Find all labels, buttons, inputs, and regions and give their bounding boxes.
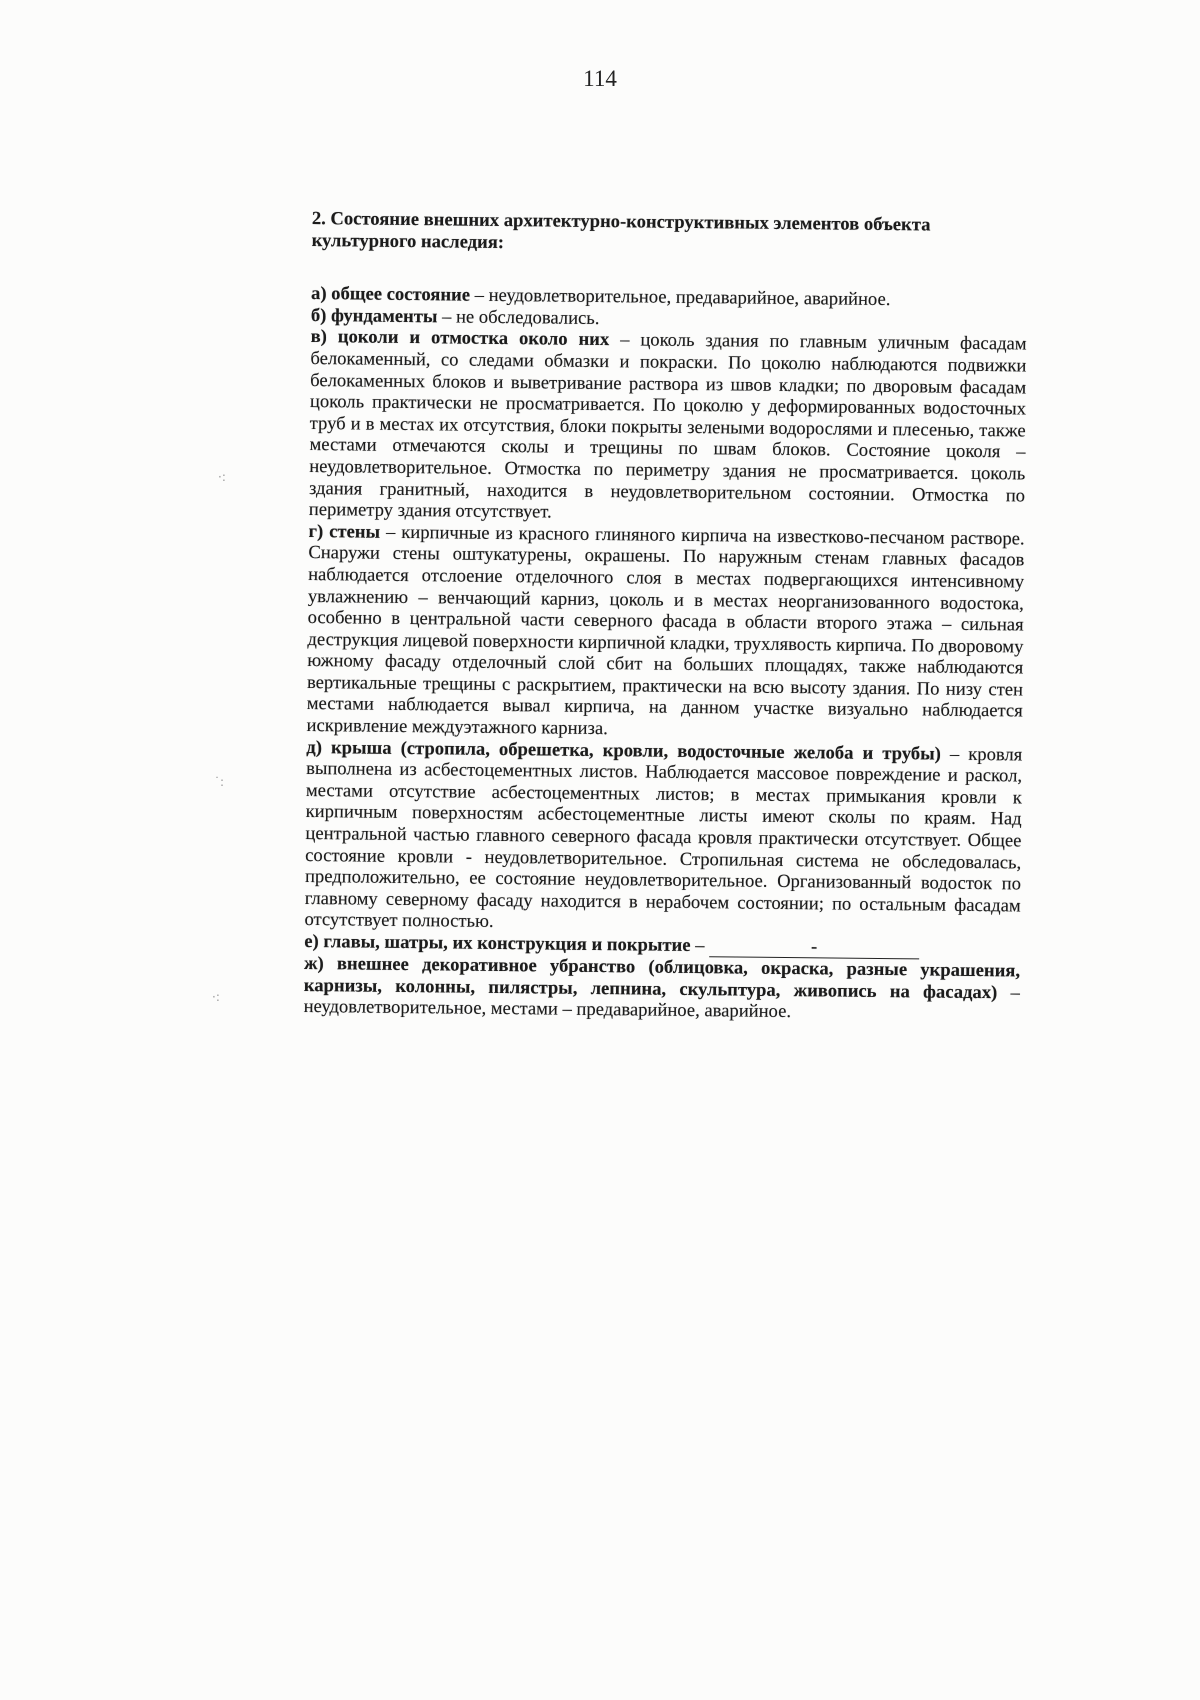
item-text: – цоколь здания по главным уличным фасадам белокаменный, со следами обмазки и покраски. По цоколю наблюдаются подвижки белокаменных блоков и выветривание раствора из швов кладки; по дворовым фасадам цоколь практически не просматривается. По цоколю у деформированных водосточных труб и в местах их отсутствия, блоки покрыты зелеными водорослями и плесенью, также местами отмечаются сколы и трещины по швам блоков. Состояние цоколя – неудовлетворительное. Отмостка по периметру здания не просматривается. цоколь здания гранитный, находится в неудовлетворительном состоянии. Отмостка по периметру здания отсутствует. [308, 329, 1027, 523]
item-text: – [690, 935, 710, 957]
item-text: – кровля выполнена из асбестоцементных листов. Наблюдается массовое повреждение и раскол, местами отсутствие асбестоцементных листов; в местах примыкания кровли к кирпичным поверхностям асбестоцементные листы имеют сколы по краям. Над центральной частью главного северного фасада кровля практически отсутствует. Общее состояние кровли - неудовлетворительное. Стропильная система не обследовалась, предположительно, ее состояние неудовлетворительное. Организованный водосток по главному северному фасаду находится в нерабочем состоянии; по остальным фасадам отсутствует полностью. [304, 743, 1023, 933]
scan-speck: ·: [212, 990, 220, 1004]
item-text: – не обследовались. [437, 306, 600, 329]
document-body [304, 208, 1028, 1025]
item-term: е) главы, шатры, их конструкция и покрытие [304, 930, 691, 957]
scan-speck: ˙: [214, 775, 225, 789]
item-term: д) крыша (стропила, обрешетка, кровли, водосточные желоба и трубы) [306, 736, 941, 765]
item-text: – неудовлетворительное, местами – предаварийное, аварийное. [303, 981, 1020, 1023]
item-walls [306, 521, 1024, 744]
item-roof [304, 737, 1022, 939]
item-plinth [309, 326, 1027, 528]
item-decoration [304, 953, 1021, 1025]
item-term: б) фундаменты [310, 304, 438, 328]
item-term: в) цоколи и отмостка около них [310, 326, 610, 351]
item-term: ж) внешнее декоративное убранство (облицовка, окраска, разные украшения, карнизы, колонны, пилястры, лепнина, скульптура, живопись на фасадах) [303, 952, 1021, 1003]
page-number: 114 [583, 66, 617, 91]
item-term: а) общее состояние [310, 283, 471, 306]
item-text: – кирпичные из красного глиняного кирпича на известково-песчаном растворе. Снаружи стены оштукатурены, окрашены. По наружным стенам главных фасадов наблюдается отслоение отделочного слоя в местах подвергающихся интенсивному увлажнению – венчающий карниз, цоколь и в местах неорганизованного водостока, особенно в центральной части северного фасада в области второго этажа – сильная деструкция лицевой поверхности кирпичной кладки, трухлявость кирпича. По дворовому южному фасаду отделочный слой сбит на больших площадях, также наблюдаются вертикальные трещины с раскрытием, практически на всю высоту здания. По низу стен местами наблюдается вывал кирпича, на данном участке визуально наблюдается искривление междуэтажного карниза. [306, 521, 1025, 740]
section-heading: 2. Состояние внешних архитектурно-конструктивных элементов объекта культурного наследия: [311, 208, 931, 253]
scan-speck: ·: [218, 470, 226, 484]
blank-field: - [709, 938, 919, 959]
item-text: – неудовлетворительное, предаварийное, аварийное. [469, 284, 891, 311]
item-term: г) стены [308, 520, 381, 543]
